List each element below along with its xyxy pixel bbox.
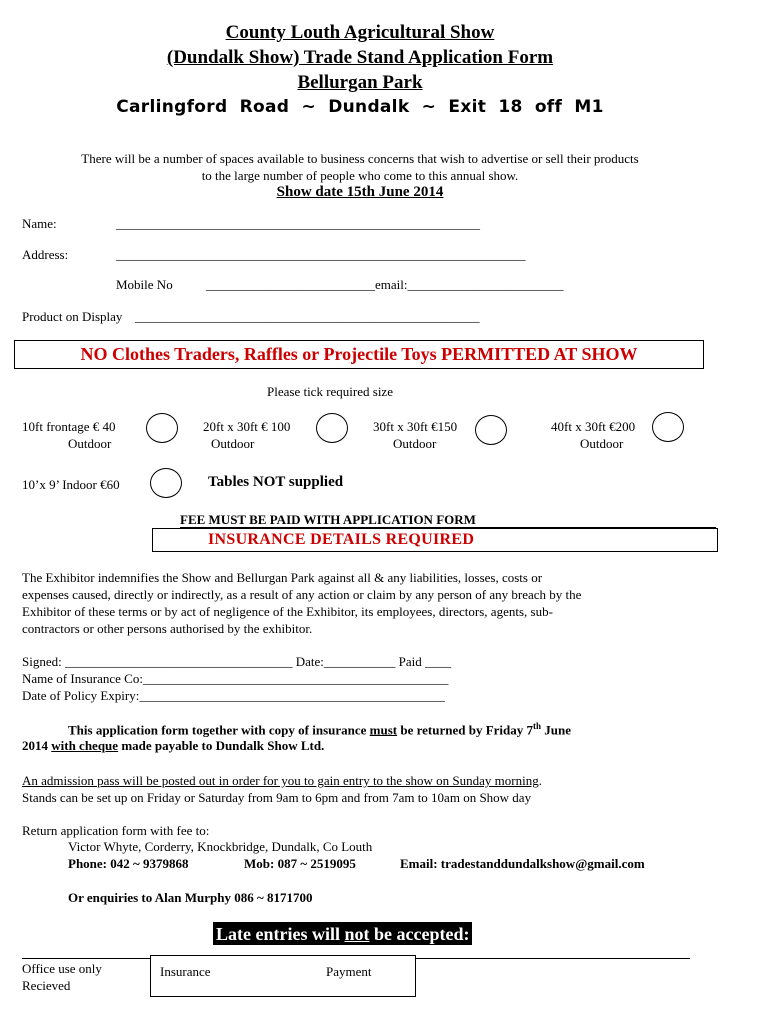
- return-notice-must: must: [369, 722, 398, 738]
- contact-email[interactable]: Email: tradestanddundalkshow@gmail.com: [400, 856, 645, 871]
- warning-text: NO Clothes Traders, Raffles or Projectile Toys PERMITTED AT SHOW: [80, 344, 638, 364]
- indemnity-line1: The Exhibitor indemnifies the Show and Bellurgan Park against all & any liabilities, losses, costs or: [22, 570, 543, 585]
- option-40ft-label: 40ft x 30ft €200: [551, 419, 636, 434]
- name-field[interactable]: ________________________________________________________: [116, 216, 480, 231]
- fee-note: FEE MUST BE PAID WITH APPLICATION FORM: [180, 512, 476, 527]
- option-20ft-label: 20ft x 30ft € 100: [203, 419, 291, 434]
- return-notice-part1: This application form together with copy of insurance: [68, 722, 370, 738]
- form-title-line1: County Louth Agricultural Show: [225, 22, 495, 43]
- signed-date-paid-field[interactable]: Signed: ___________________________________ Date:___________ Paid ____: [22, 654, 451, 669]
- venue-address: Carlingford Road ~ Dundalk ~ Exit 18 off M1: [116, 97, 604, 117]
- return-to-label: Return application form with fee to:: [22, 823, 210, 838]
- product-label: Product on Display: [22, 309, 123, 324]
- form-title-line2: (Dundalk Show) Trade Stand Application Form: [166, 47, 554, 68]
- enquiries-contact: Or enquiries to Alan Murphy 086 ~ 8171700: [68, 890, 313, 905]
- admission-line1: [22, 772, 712, 789]
- return-notice-payable: made payable to Dundalk Show Ltd.: [118, 738, 325, 753]
- insurance-company-field[interactable]: Name of Insurance Co:_______________________________________________: [22, 671, 449, 686]
- mobile-label: Mobile No: [116, 277, 173, 292]
- option-30ft-checkbox[interactable]: [475, 415, 507, 445]
- mobile-email-field[interactable]: __________________________email:________________________: [206, 277, 564, 292]
- option-20ft-sub: Outdoor: [211, 436, 255, 451]
- name-label: Name:: [22, 216, 57, 231]
- late-entries-part1: Late entries will: [216, 924, 345, 944]
- setup-times: Stands can be set up on Friday or Saturday from 9am to 6pm and from 7am to 10am on Show day: [22, 790, 532, 805]
- return-notice-line1: [68, 721, 708, 738]
- return-notice-year: 2014: [22, 738, 52, 753]
- return-notice-part2: be returned by Friday 7: [397, 722, 534, 738]
- option-20ft-checkbox[interactable]: [316, 413, 348, 443]
- admission-period: .: [538, 773, 542, 788]
- intro-line2: to the large number of people who come to this annual show.: [201, 168, 519, 183]
- policy-expiry-field[interactable]: Date of Policy Expiry:_______________________________________________: [22, 688, 445, 703]
- address-field[interactable]: _______________________________________________________________: [116, 247, 526, 262]
- tick-prompt: Please tick required size: [267, 384, 393, 399]
- option-40ft-checkbox[interactable]: [652, 412, 684, 442]
- show-date: Show date 15th June 2014: [276, 184, 444, 200]
- late-entries-not: not: [344, 924, 370, 944]
- return-notice-cheque: with cheque: [51, 738, 119, 753]
- return-notice-line2: [22, 738, 324, 754]
- warning-box: [14, 340, 704, 369]
- indemnity-line4: contractors or other persons authorised by the exhibitor.: [22, 621, 313, 636]
- insurance-heading: INSURANCE DETAILS REQUIRED: [208, 531, 475, 548]
- option-40ft-sub: Outdoor: [580, 436, 624, 451]
- indemnity-line2: expenses caused, directly or indirectly, as a result of any action or claim by any person of any breach by the: [22, 587, 582, 602]
- late-entries-banner: [213, 922, 472, 945]
- return-notice-sup: th: [533, 721, 542, 731]
- option-indoor-checkbox[interactable]: [150, 468, 182, 498]
- return-notice-part3: June: [541, 722, 572, 738]
- tables-note: Tables NOT supplied: [208, 474, 344, 490]
- admission-text: An admission pass will be posted out in order for you to gain entry to the show on Sunday morning: [22, 773, 539, 788]
- contact-mobile: Mob: 087 ~ 2519095: [244, 856, 356, 871]
- option-30ft-sub: Outdoor: [393, 436, 437, 451]
- office-use-box: [150, 955, 416, 997]
- late-entries-part2: be accepted:: [369, 924, 470, 944]
- contact-phone: Phone: 042 ~ 9379868: [68, 856, 189, 871]
- option-10ft-checkbox[interactable]: [146, 413, 178, 443]
- address-label: Address:: [22, 247, 69, 262]
- office-payment-label: Payment: [326, 964, 372, 979]
- option-10ft-sub: Outdoor: [68, 436, 112, 451]
- return-to-address: Victor Whyte, Corderry, Knockbridge, Dundalk, Co Louth: [68, 839, 373, 854]
- office-use-label: Office use only: [22, 961, 102, 976]
- product-field[interactable]: _____________________________________________________: [135, 309, 480, 324]
- insurance-box: [152, 528, 718, 552]
- form-title-line3: Bellurgan Park: [297, 72, 423, 93]
- office-insurance-label: Insurance: [160, 964, 211, 979]
- option-indoor-label: 10’x 9’ Indoor €60: [22, 477, 120, 492]
- intro-line1: There will be a number of spaces available to business concerns that wish to advertise or sell their products: [81, 151, 639, 166]
- indemnity-line3: Exhibitor of these terms or by act of negligence of the Exhibitor, its employees, directors, agents, sub-: [22, 604, 553, 619]
- option-30ft-label: 30ft x 30ft €150: [373, 419, 458, 434]
- option-10ft-label: 10ft frontage € 40: [22, 419, 116, 434]
- received-label: Recieved: [22, 978, 71, 993]
